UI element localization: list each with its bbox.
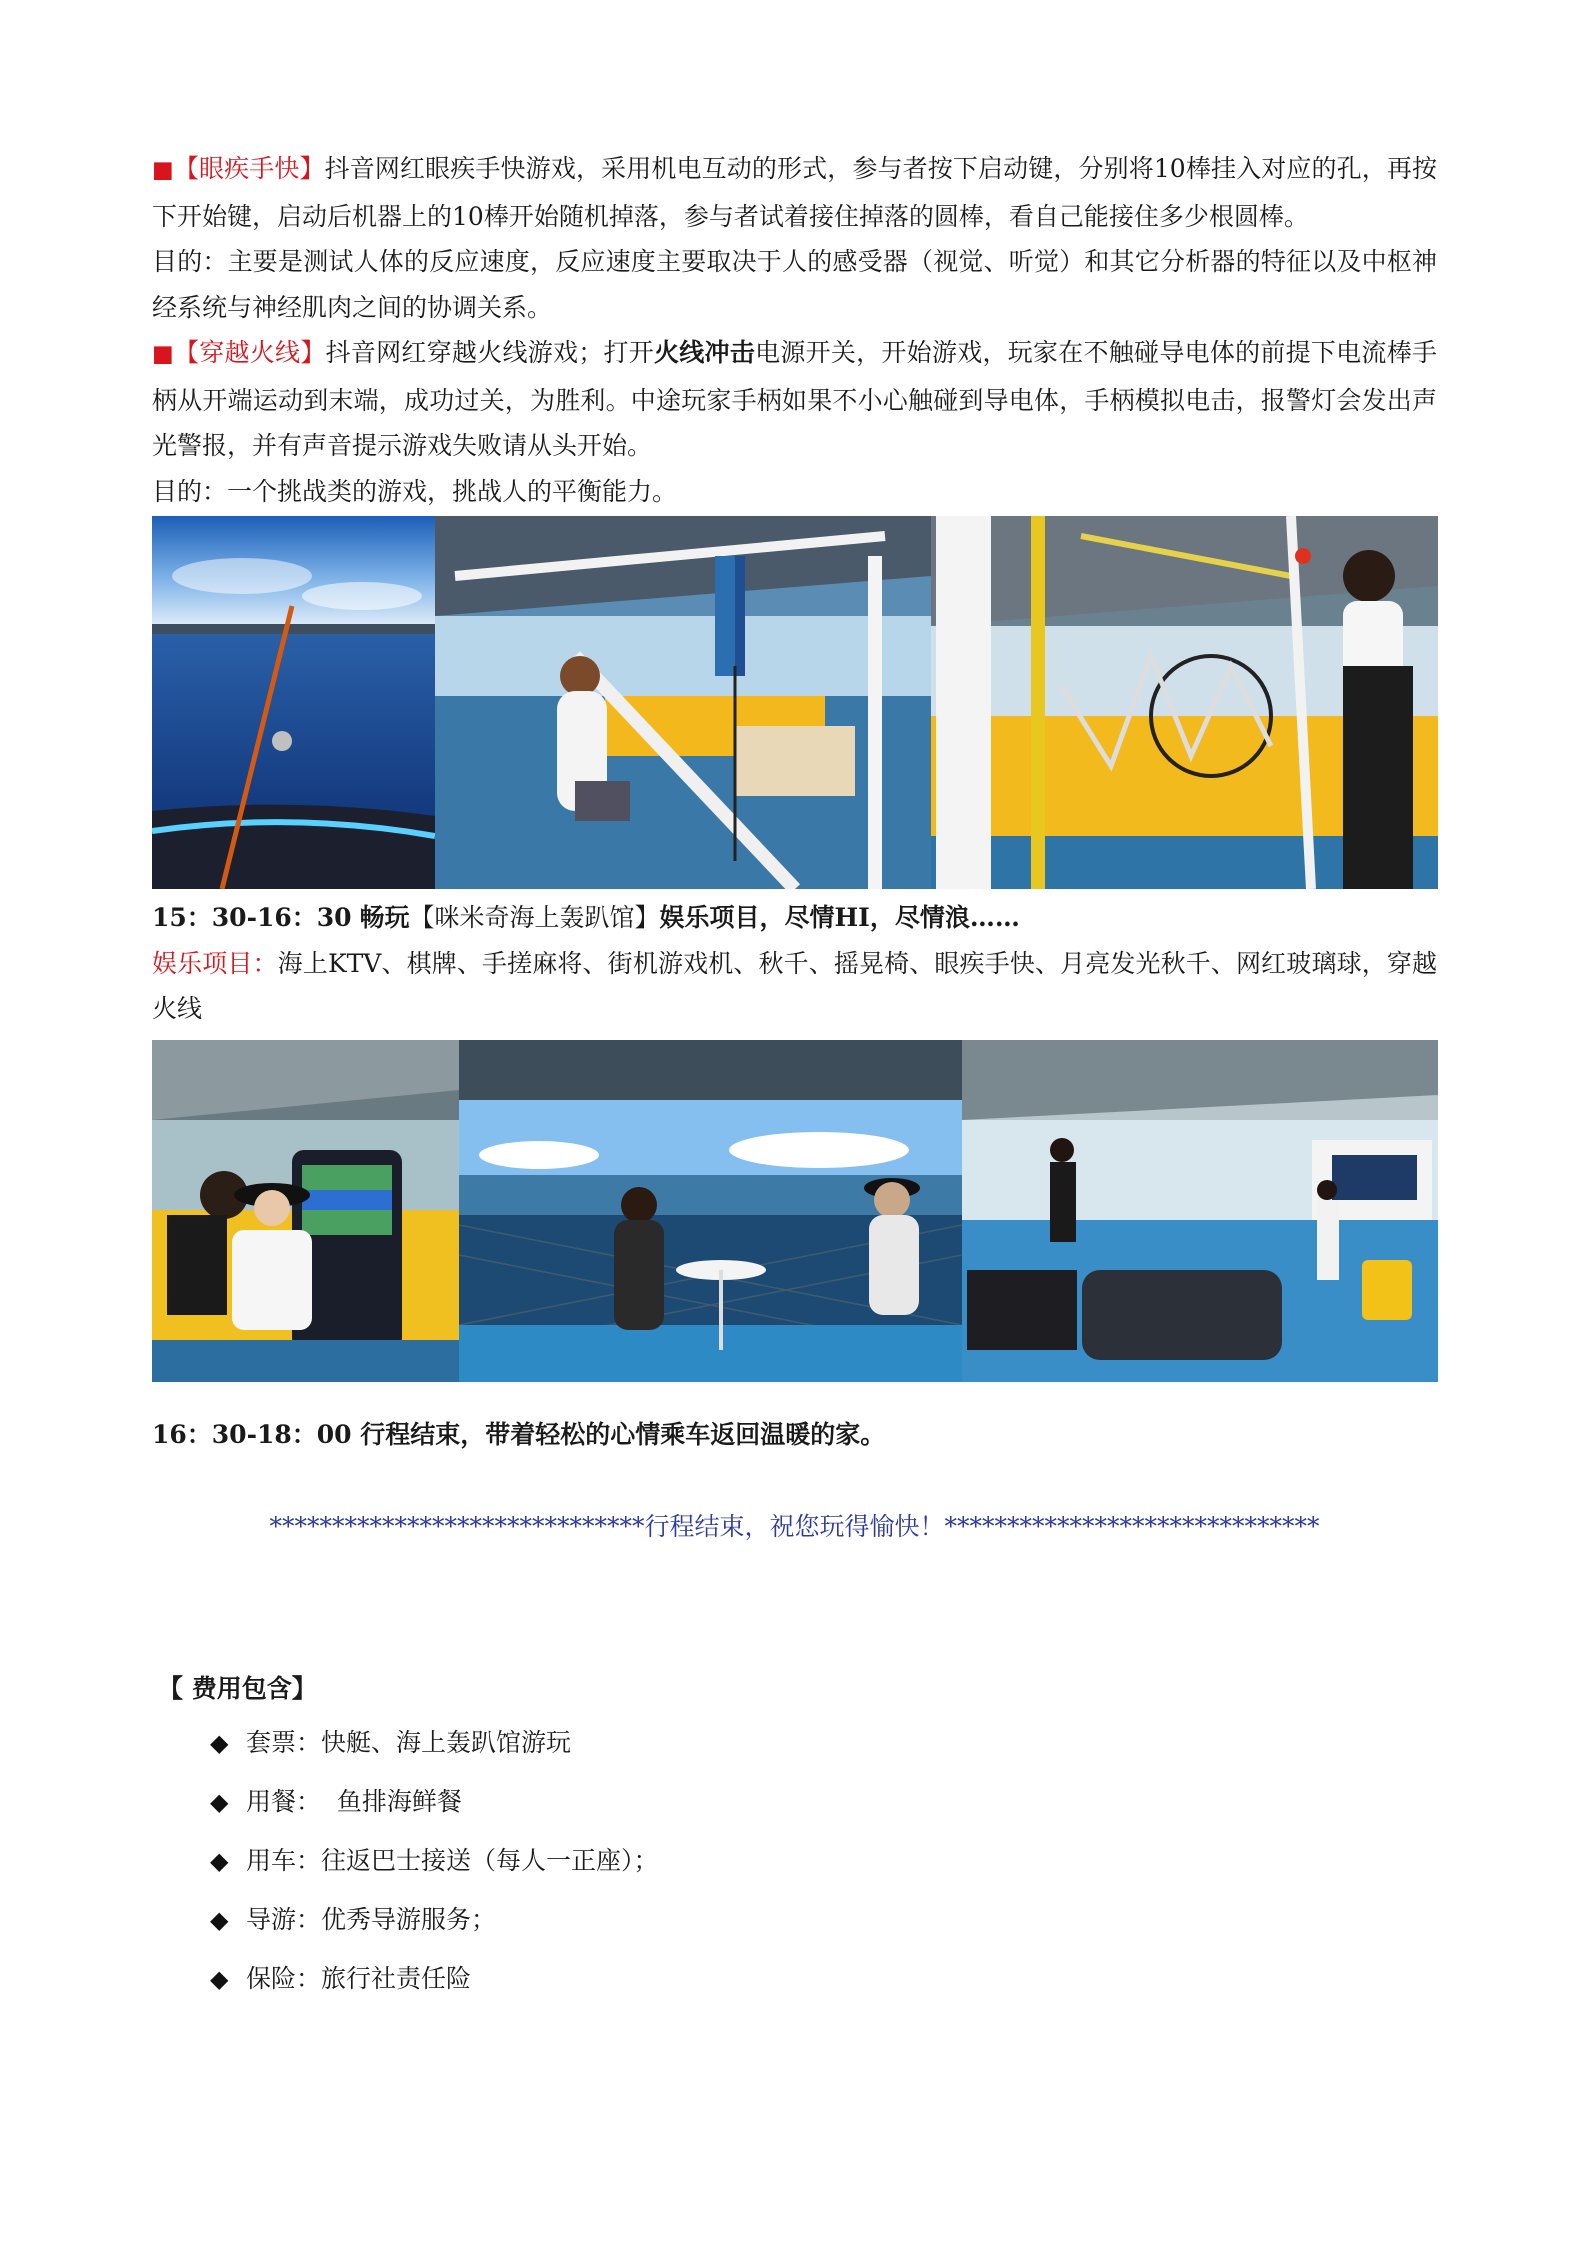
game-description-eye-hand: 抖音网红眼疾手快游戏，采用机电互动的形式，参与者按下启动键，分别将10棒挂入对应的孔，再按下开始键，启动后机器上的10棒开始随机掉落，参与者试着接住掉落的圆棒，看自己能接住多少根圆棒。 [152,154,1437,231]
game-tag-eye-hand: 【眼疾手快】 [173,154,325,183]
photo-eye-hand-game [435,516,931,889]
venue-name: 【咪米奇海上轰趴馆】 [409,903,660,932]
game-goal-eye-hand: 目的：主要是测试人体的反应速度，反应速度主要取决于人的感受器（视觉、听觉）和其它分析器的特征以及中枢神经系统与神经肌肉之间的协调关系。 [152,247,1437,322]
fee-section-title: 【 费用包含】 [158,1674,317,1703]
schedule-time-1: 15：30-16：30 [152,903,352,932]
photo-arcade [152,1040,459,1382]
fee-item-text: 套票：快艇、海上轰趴馆游玩 [246,1728,572,1757]
entertainment-label: 娱乐项目： [152,948,278,978]
fee-item [210,1782,1437,1822]
closing-banner: ******************************行程结束，祝您玩得愉快！****************************** [269,1512,1320,1541]
game-description-fire-line-bold: 火线冲击 [654,338,756,367]
game-description-fire-line-a: 抖音网红穿越火线游戏；打开 [325,338,655,367]
schedule-item-1630: 16：30-18：00 行程结束，带着轻松的心情乘车返回温暖的家。 [152,1419,886,1449]
schedule-verb-1: 畅玩 [359,903,410,932]
game-description-fire-line-b: 电源开关，开始游戏，玩家在不触碰导电体的前提下电流棒手柄从开端运动到末端，成功过关，为胜利。中途玩家手柄如果不小心触碰到导电体，手柄模拟电击，报警灯会发出声光警报，并有声音提示游戏失败请从头开始。 [152,338,1437,460]
game-goal-fire-line: 目的：一个挑战类的游戏，挑战人的平衡能力。 [152,476,678,506]
fee-item-text: 用餐： 鱼排海鲜餐 [246,1787,462,1816]
diamond-icon: ◆ [210,1906,229,1934]
photo-strip-venue [152,1040,1438,1382]
game-fire-line-paragraph [152,330,1437,469]
fee-item [210,1841,1437,1881]
photo-strip-games [152,516,1438,889]
fee-item-text: 导游：优秀导游服务； [246,1905,497,1934]
fee-list [152,1723,1437,1999]
diamond-icon: ◆ [210,1788,229,1816]
schedule-rest-1: 娱乐项目，尽情HI，尽情浪…… [659,903,1020,932]
game-tag-fire-line: 【穿越火线】 [174,338,326,367]
fee-item [210,1900,1437,1940]
schedule-item-1530 [152,895,1437,941]
entertainment-items: 海上KTV、棋牌、手搓麻将、街机游戏机、秋千、摇晃椅、眼疾手快、月亮发光秋千、网红玻璃球，穿越火线 [152,948,1437,1023]
fee-item [210,1723,1437,1763]
red-square-icon: ■ [152,157,174,183]
entertainment-list [152,941,1437,1032]
itinerary-page [152,146,1437,2018]
photo-sea-view-seating [459,1040,962,1382]
diamond-icon: ◆ [210,1729,229,1757]
photo-fishing-sea [152,516,435,889]
diamond-icon: ◆ [210,1847,229,1875]
photo-ktv-lounge [962,1040,1438,1382]
red-square-icon: ■ [152,341,174,367]
fee-item [210,1959,1437,1999]
diamond-icon: ◆ [210,1965,229,1993]
photo-fire-line-game [931,516,1438,889]
fee-item-text: 用车：往返巴士接送（每人一正座）； [246,1846,659,1875]
game-eye-hand-paragraph [152,146,1437,239]
fee-item-text: 保险：旅行社责任险 [246,1964,472,1993]
